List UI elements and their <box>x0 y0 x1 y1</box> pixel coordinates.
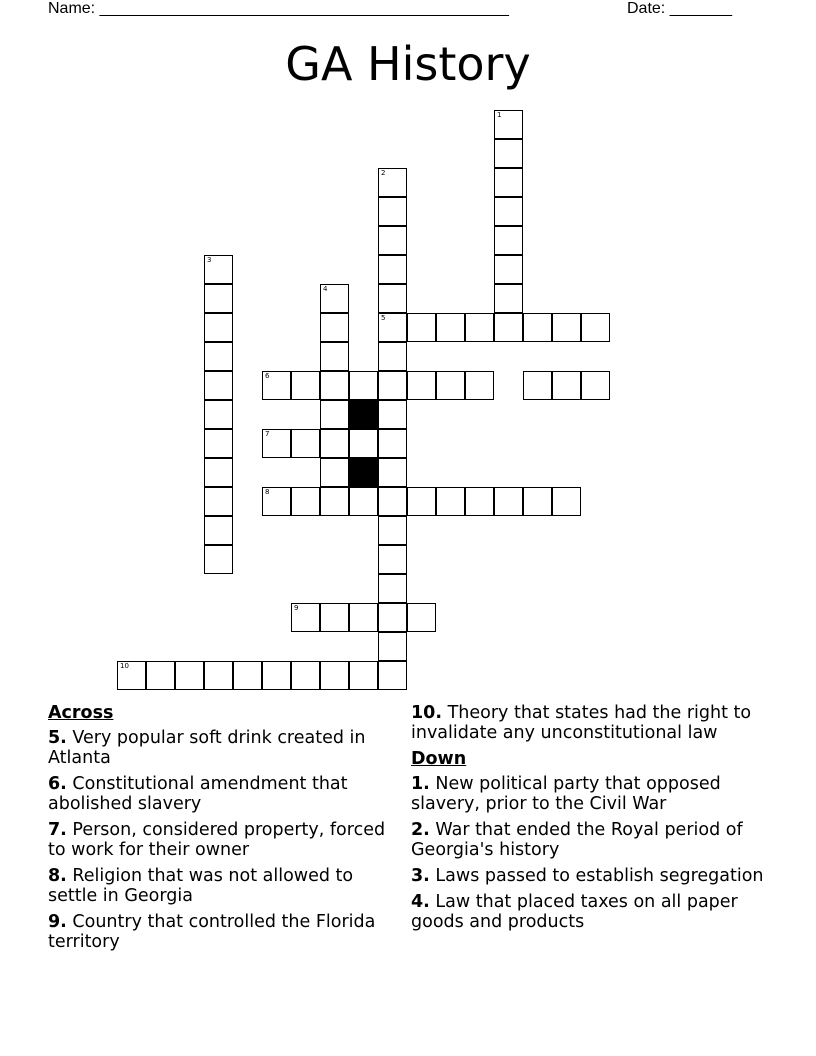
crossword-cell[interactable] <box>494 197 523 226</box>
crossword-cell[interactable] <box>494 110 523 139</box>
crossword-cell[interactable] <box>494 168 523 197</box>
clue-text: Person, considered property, forced to work for their owner <box>48 820 386 860</box>
crossword-cell[interactable] <box>407 487 436 516</box>
crossword-cell[interactable] <box>378 458 407 487</box>
crossword-cell[interactable] <box>204 400 233 429</box>
crossword-cell[interactable] <box>378 168 407 197</box>
crossword-cell[interactable] <box>378 197 407 226</box>
clue-number: 6. <box>48 774 67 794</box>
across-clue-9 <box>48 912 393 952</box>
crossword-cell[interactable] <box>552 371 581 400</box>
clue-number: 5. <box>48 728 67 748</box>
cell-number: 8 <box>265 488 270 496</box>
crossword-cell[interactable] <box>291 487 320 516</box>
crossword-cell[interactable] <box>204 516 233 545</box>
cell-number: 5 <box>381 314 386 322</box>
cell-number: 1 <box>497 111 502 119</box>
crossword-cell[interactable] <box>378 429 407 458</box>
crossword-cell[interactable] <box>291 603 320 632</box>
across-clue-8 <box>48 866 393 906</box>
crossword-cell[interactable] <box>175 661 204 690</box>
puzzle-title: GA History <box>285 37 531 91</box>
down-clue-4 <box>411 892 781 932</box>
clue-text: Theory that states had the right to invalidate any unconstitutional law <box>411 703 752 743</box>
clue-number: 10. <box>411 703 443 723</box>
cell-number: 6 <box>265 372 270 380</box>
crossword-cell[interactable] <box>204 371 233 400</box>
crossword-cell[interactable] <box>233 661 262 690</box>
crossword-cell[interactable] <box>378 545 407 574</box>
crossword-cell[interactable] <box>349 487 378 516</box>
crossword-cell[interactable] <box>320 371 349 400</box>
cell-number: 4 <box>323 285 328 293</box>
crossword-cell[interactable] <box>320 313 349 342</box>
crossword-cell[interactable] <box>378 632 407 661</box>
crossword-cell[interactable] <box>262 429 291 458</box>
down-clue-2 <box>411 820 781 860</box>
crossword-cell[interactable] <box>291 371 320 400</box>
across-clue-6 <box>48 774 393 814</box>
clue-text: Very popular soft drink created in Atlanta <box>48 728 366 768</box>
clue-number: 9. <box>48 912 67 932</box>
clue-number: 7. <box>48 820 67 840</box>
crossword-cell[interactable] <box>407 313 436 342</box>
crossword-cell[interactable] <box>378 400 407 429</box>
cell-number: 2 <box>381 169 386 177</box>
crossword-cell[interactable] <box>378 284 407 313</box>
crossword-cell[interactable] <box>378 313 407 342</box>
crossword-cell[interactable] <box>320 458 349 487</box>
crossword-cell[interactable] <box>291 661 320 690</box>
crossword-cell[interactable] <box>465 487 494 516</box>
cell-number: 3 <box>207 256 212 264</box>
clue-text: Law that placed taxes on all paper goods and products <box>411 892 738 932</box>
down-clue-3 <box>411 866 781 886</box>
cell-number: 9 <box>294 604 299 612</box>
crossword-cell[interactable] <box>320 400 349 429</box>
crossword-cell[interactable] <box>204 545 233 574</box>
crossword-cell[interactable] <box>320 661 349 690</box>
crossword-cell[interactable] <box>581 313 610 342</box>
crossword-cell[interactable] <box>407 603 436 632</box>
crossword-cell[interactable] <box>494 226 523 255</box>
clue-text: Laws passed to establish segregation <box>435 866 764 886</box>
across-clue-7 <box>48 820 393 860</box>
down-heading: Down <box>411 749 467 769</box>
crossword-cell[interactable] <box>262 487 291 516</box>
crossword-cell[interactable] <box>552 313 581 342</box>
crossword-cell[interactable] <box>378 255 407 284</box>
crossword-cell[interactable] <box>204 313 233 342</box>
crossword-cell[interactable] <box>378 574 407 603</box>
crossword-cell[interactable] <box>581 371 610 400</box>
crossword-cell[interactable] <box>204 487 233 516</box>
crossword-cell[interactable] <box>349 603 378 632</box>
crossword-cell[interactable] <box>146 661 175 690</box>
crossword-cell[interactable] <box>494 487 523 516</box>
date-field[interactable]: Date: _______ <box>627 0 732 17</box>
clue-number: 8. <box>48 866 67 886</box>
crossword-cell[interactable] <box>378 371 407 400</box>
clue-text: Constitutional amendment that abolished slavery <box>48 774 348 814</box>
clue-number: 1. <box>411 774 430 794</box>
crossword-cell[interactable] <box>349 429 378 458</box>
clue-text: New political party that opposed slavery, prior to the Civil War <box>411 774 721 814</box>
crossword-cell[interactable] <box>494 139 523 168</box>
crossword-cell[interactable] <box>204 255 233 284</box>
crossword-cell[interactable] <box>436 313 465 342</box>
crossword-cell[interactable] <box>378 487 407 516</box>
crossword-cell[interactable] <box>320 603 349 632</box>
crossword-cell[interactable] <box>552 487 581 516</box>
crossword-cell[interactable] <box>204 661 233 690</box>
down-clue-1 <box>411 774 781 814</box>
across-clue-10 <box>411 703 781 743</box>
crossword-cell[interactable] <box>262 371 291 400</box>
crossword-cell[interactable] <box>465 313 494 342</box>
crossword-cell[interactable] <box>378 342 407 371</box>
crossword-cell[interactable] <box>523 487 552 516</box>
across-clue-5 <box>48 728 393 768</box>
clue-text: Religion that was not allowed to settle in Georgia <box>48 866 354 906</box>
crossword-cell[interactable] <box>320 487 349 516</box>
clues-right-column <box>411 703 781 938</box>
cell-number: 10 <box>120 662 129 670</box>
crossword-cell[interactable] <box>320 284 349 313</box>
crossword-cell[interactable] <box>523 371 552 400</box>
clue-text: War that ended the Royal period of Georgia's history <box>411 820 743 860</box>
cell-number: 7 <box>265 430 270 438</box>
across-heading: Across <box>48 703 114 723</box>
crossword-cell[interactable] <box>204 284 233 313</box>
black-cell <box>349 458 378 487</box>
clue-number: 3. <box>411 866 430 886</box>
clue-number: 4. <box>411 892 430 912</box>
crossword-cell[interactable] <box>320 342 349 371</box>
crossword-cell[interactable] <box>378 603 407 632</box>
crossword-cell[interactable] <box>407 371 436 400</box>
crossword-cell[interactable] <box>494 284 523 313</box>
crossword-cell[interactable] <box>204 429 233 458</box>
crossword-cell[interactable] <box>349 661 378 690</box>
crossword-cell[interactable] <box>204 342 233 371</box>
crossword-cell[interactable] <box>378 226 407 255</box>
crossword-cell[interactable] <box>494 313 523 342</box>
clue-number: 2. <box>411 820 430 840</box>
crossword-cell[interactable] <box>378 661 407 690</box>
crossword-cell[interactable] <box>320 429 349 458</box>
crossword-cell[interactable] <box>436 371 465 400</box>
crossword-cell[interactable] <box>291 429 320 458</box>
crossword-cell[interactable] <box>465 371 494 400</box>
black-cell <box>349 400 378 429</box>
crossword-cell[interactable] <box>436 487 465 516</box>
crossword-cell[interactable] <box>523 313 552 342</box>
crossword-cell[interactable] <box>117 661 146 690</box>
crossword-cell[interactable] <box>378 516 407 545</box>
crossword-cell[interactable] <box>349 371 378 400</box>
clues-left-column <box>48 703 393 958</box>
crossword-cell[interactable] <box>262 661 291 690</box>
name-field[interactable]: Name: ______________________________________________ <box>48 0 509 17</box>
clue-text: Country that controlled the Florida territory <box>48 912 376 952</box>
crossword-cell[interactable] <box>494 255 523 284</box>
crossword-cell[interactable] <box>204 458 233 487</box>
